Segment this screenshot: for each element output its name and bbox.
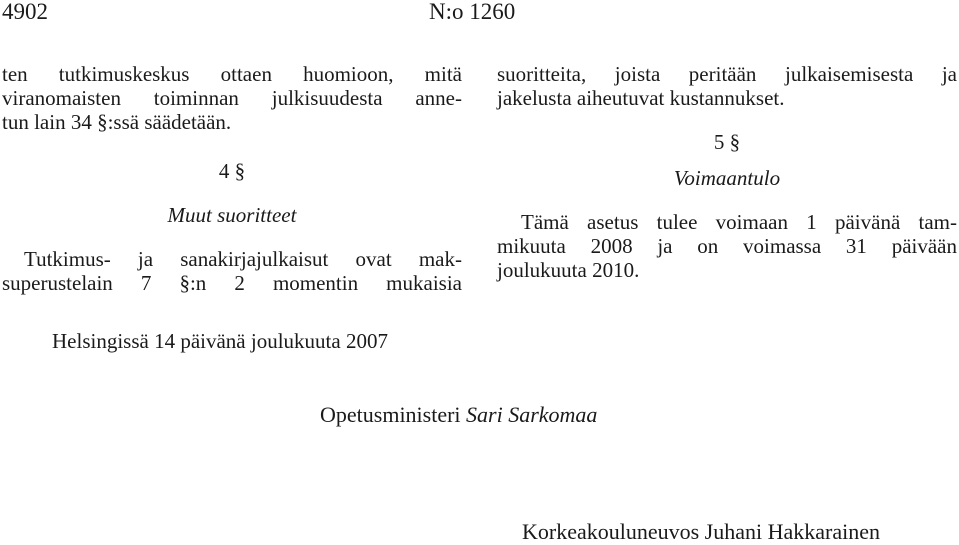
signatory-role: Opetusministeri — [320, 402, 461, 427]
section-5-number: 5 § — [713, 130, 741, 154]
body-line: Tutkimus- ja sanakirjajulkaisut ovat mak- — [24, 247, 462, 271]
body-line: mikuuta 2008 ja on voimassa 31 päivään — [497, 234, 957, 258]
body-line: suoritteita, joista peritään julkaisemisesta ja — [497, 62, 957, 86]
minister-signature — [320, 402, 597, 428]
countersignature: Korkeakouluneuvos Juhani Hakkarainen — [522, 519, 881, 544]
section-5-title: Voimaantulo — [673, 166, 781, 190]
body-line: viranomaisten toiminnan julkisuudesta anne- — [2, 86, 462, 110]
left-column — [2, 62, 462, 295]
body-line: tun lain 34 §:ssä säädetään. — [2, 110, 232, 134]
right-column — [497, 62, 957, 282]
body-line: jakelusta aiheutuvat kustannukset. — [497, 86, 785, 110]
body-line: ten tutkimuskeskus ottaen huomioon, mitä — [2, 62, 462, 86]
section-4-title: Muut suoritteet — [167, 203, 297, 227]
body-line: joulukuuta 2010. — [497, 258, 640, 282]
body-line: superustelain 7 §:n 2 momentin mukaisia — [2, 271, 462, 295]
section-4-number: 4 § — [218, 159, 246, 183]
place-and-date: Helsingissä 14 päivänä joulukuuta 2007 — [52, 329, 388, 353]
page-number: 4902 — [2, 0, 48, 24]
signatory-name: Sari Sarkomaa — [466, 402, 598, 427]
body-line: Tämä asetus tulee voimaan 1 päivänä tam- — [521, 210, 957, 234]
issue-number: N:o 1260 — [429, 0, 516, 24]
